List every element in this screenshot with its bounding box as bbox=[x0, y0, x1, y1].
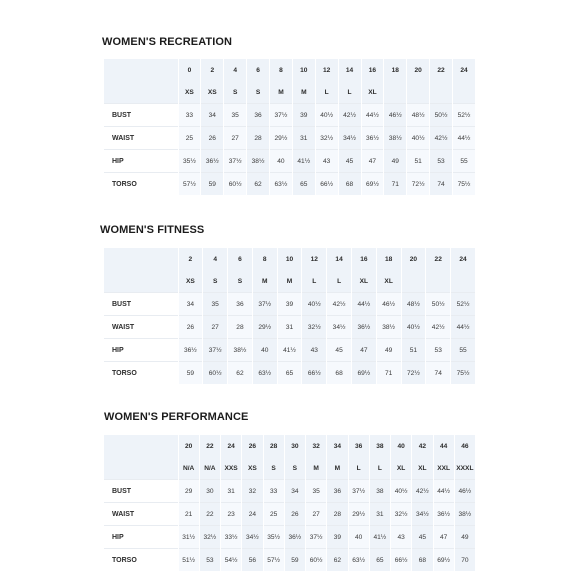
size-number-cell: 20 bbox=[178, 435, 199, 457]
measurement-value: 44½ bbox=[451, 316, 476, 339]
measurement-value: 40½ bbox=[401, 316, 426, 339]
measurement-value: 74 bbox=[426, 362, 451, 385]
measurement-value: 40½ bbox=[302, 293, 327, 316]
measurement-value: 51 bbox=[401, 339, 426, 362]
size-letter-cell: M bbox=[277, 270, 302, 293]
measurement-value: 60½ bbox=[203, 362, 228, 385]
measurement-value: 55 bbox=[451, 339, 476, 362]
size-number-row bbox=[104, 248, 476, 270]
measurement-value: 25 bbox=[263, 503, 284, 526]
size-number-cell: 44 bbox=[433, 435, 454, 457]
measurement-value: 37½ bbox=[306, 526, 327, 549]
section-title-recreation: WOMEN'S RECREATION bbox=[102, 36, 233, 48]
measurement-value: 51 bbox=[407, 150, 430, 173]
size-number-cell: 10 bbox=[292, 59, 315, 81]
size-letter-cell: XS bbox=[242, 457, 263, 480]
size-number-cell: 6 bbox=[228, 248, 253, 270]
measurement-value: 27 bbox=[306, 503, 327, 526]
measurement-value: 35 bbox=[306, 480, 327, 503]
measurement-value: 42½ bbox=[412, 480, 433, 503]
measurement-value: 41½ bbox=[277, 339, 302, 362]
measurement-value: 71 bbox=[376, 362, 401, 385]
table-row bbox=[104, 173, 476, 196]
measurement-value: 33 bbox=[178, 104, 201, 127]
size-number-cell: 16 bbox=[361, 59, 384, 81]
measurement-value: 68 bbox=[412, 549, 433, 572]
measurement-value: 41½ bbox=[292, 150, 315, 173]
size-letter-cell bbox=[426, 270, 451, 293]
size-number-cell: 8 bbox=[252, 248, 277, 270]
size-letter-cell: XS bbox=[178, 81, 201, 104]
measurement-value: 71 bbox=[384, 173, 407, 196]
measurement-value: 42½ bbox=[430, 127, 453, 150]
size-number-cell: 4 bbox=[203, 248, 228, 270]
header-corner-cell bbox=[104, 81, 178, 104]
measurement-value: 37½ bbox=[252, 293, 277, 316]
measurement-value: 57½ bbox=[178, 173, 201, 196]
size-letter-cell: XS bbox=[201, 81, 224, 104]
measurement-value: 27 bbox=[224, 127, 247, 150]
size-letter-cell: XXXL bbox=[454, 457, 475, 480]
measurement-value: 59 bbox=[284, 549, 305, 572]
measurement-value: 21 bbox=[178, 503, 199, 526]
measurement-value: 46½ bbox=[454, 480, 475, 503]
measurement-value: 66½ bbox=[391, 549, 412, 572]
size-table-recreation bbox=[104, 59, 476, 195]
table-row bbox=[104, 549, 476, 572]
measurement-value: 43 bbox=[315, 150, 338, 173]
measurement-value: 49 bbox=[376, 339, 401, 362]
table-row bbox=[104, 503, 476, 526]
measurement-value: 69½ bbox=[361, 173, 384, 196]
measurement-value: 59 bbox=[178, 362, 203, 385]
measurement-value: 27 bbox=[203, 316, 228, 339]
measurement-value: 32½ bbox=[391, 503, 412, 526]
size-number-cell: 28 bbox=[263, 435, 284, 457]
measurement-value: 70 bbox=[454, 549, 475, 572]
measurement-label: TORSO bbox=[104, 362, 178, 385]
measurement-value: 62 bbox=[327, 549, 348, 572]
measurement-value: 40 bbox=[252, 339, 277, 362]
measurement-value: 36½ bbox=[361, 127, 384, 150]
measurement-value: 29½ bbox=[270, 127, 293, 150]
measurement-value: 40½ bbox=[407, 127, 430, 150]
size-letter-cell: L bbox=[369, 457, 390, 480]
size-letter-cell bbox=[430, 81, 453, 104]
measurement-label: HIP bbox=[104, 339, 178, 362]
size-number-cell: 20 bbox=[407, 59, 430, 81]
measurement-value: 40 bbox=[348, 526, 369, 549]
measurement-value: 32 bbox=[242, 480, 263, 503]
measurement-value: 26 bbox=[178, 316, 203, 339]
section-title-performance: WOMEN'S PERFORMANCE bbox=[104, 411, 249, 423]
measurement-value: 39 bbox=[327, 526, 348, 549]
measurement-value: 52½ bbox=[451, 293, 476, 316]
measurement-value: 44½ bbox=[453, 127, 476, 150]
measurement-value: 26 bbox=[284, 503, 305, 526]
measurement-value: 33 bbox=[263, 480, 284, 503]
size-letter-cell: XL bbox=[412, 457, 433, 480]
measurement-value: 36½ bbox=[284, 526, 305, 549]
measurement-label: TORSO bbox=[104, 549, 178, 572]
size-number-cell: 2 bbox=[178, 248, 203, 270]
measurement-value: 34 bbox=[178, 293, 203, 316]
measurement-value: 44½ bbox=[351, 293, 376, 316]
size-number-row bbox=[104, 59, 476, 81]
size-letter-cell: XXS bbox=[221, 457, 242, 480]
table-row bbox=[104, 127, 476, 150]
measurement-value: 42½ bbox=[426, 316, 451, 339]
measurement-value: 62 bbox=[228, 362, 253, 385]
measurement-value: 65 bbox=[292, 173, 315, 196]
measurement-value: 60½ bbox=[306, 549, 327, 572]
size-number-cell: 32 bbox=[306, 435, 327, 457]
size-number-cell: 10 bbox=[277, 248, 302, 270]
measurement-value: 69½ bbox=[433, 549, 454, 572]
measurement-value: 43 bbox=[302, 339, 327, 362]
measurement-value: 34½ bbox=[327, 316, 352, 339]
size-number-cell: 14 bbox=[338, 59, 361, 81]
measurement-label: WAIST bbox=[104, 503, 178, 526]
measurement-value: 44½ bbox=[361, 104, 384, 127]
size-number-cell: 42 bbox=[412, 435, 433, 457]
measurement-value: 37½ bbox=[203, 339, 228, 362]
size-letter-cell: S bbox=[247, 81, 270, 104]
measurement-value: 31 bbox=[369, 503, 390, 526]
size-number-cell: 30 bbox=[284, 435, 305, 457]
measurement-label: WAIST bbox=[104, 316, 178, 339]
size-number-cell: 0 bbox=[178, 59, 201, 81]
size-number-cell: 22 bbox=[426, 248, 451, 270]
size-letter-cell bbox=[407, 81, 430, 104]
size-number-cell: 4 bbox=[224, 59, 247, 81]
measurement-value: 39 bbox=[292, 104, 315, 127]
measurement-value: 50½ bbox=[426, 293, 451, 316]
measurement-value: 36 bbox=[327, 480, 348, 503]
measurement-label: WAIST bbox=[104, 127, 178, 150]
size-letter-cell: M bbox=[327, 457, 348, 480]
table-row bbox=[104, 293, 476, 316]
size-letter-cell: XL bbox=[376, 270, 401, 293]
section-title-fitness: WOMEN'S FITNESS bbox=[100, 224, 205, 236]
measurement-label: HIP bbox=[104, 150, 178, 173]
measurement-value: 60½ bbox=[224, 173, 247, 196]
measurement-value: 65 bbox=[369, 549, 390, 572]
measurement-value: 34 bbox=[201, 104, 224, 127]
size-letter-cell: XL bbox=[351, 270, 376, 293]
measurement-value: 75½ bbox=[453, 173, 476, 196]
measurement-value: 57½ bbox=[263, 549, 284, 572]
measurement-value: 46½ bbox=[376, 293, 401, 316]
header-corner-cell bbox=[104, 457, 178, 480]
measurement-value: 53 bbox=[426, 339, 451, 362]
measurement-value: 38½ bbox=[247, 150, 270, 173]
measurement-value: 25 bbox=[178, 127, 201, 150]
size-letter-cell: S bbox=[203, 270, 228, 293]
measurement-value: 39 bbox=[277, 293, 302, 316]
measurement-value: 63½ bbox=[252, 362, 277, 385]
measurement-value: 46½ bbox=[384, 104, 407, 127]
measurement-value: 24 bbox=[242, 503, 263, 526]
size-letter-cell bbox=[401, 270, 426, 293]
measurement-value: 47 bbox=[351, 339, 376, 362]
size-number-cell: 16 bbox=[351, 248, 376, 270]
measurement-value: 23 bbox=[221, 503, 242, 526]
size-number-cell: 18 bbox=[376, 248, 401, 270]
measurement-value: 37½ bbox=[348, 480, 369, 503]
measurement-value: 49 bbox=[454, 526, 475, 549]
size-number-cell: 6 bbox=[247, 59, 270, 81]
measurement-value: 72½ bbox=[407, 173, 430, 196]
size-number-cell: 46 bbox=[454, 435, 475, 457]
size-letter-cell bbox=[451, 270, 476, 293]
size-letter-cell: L bbox=[338, 81, 361, 104]
measurement-value: 53 bbox=[199, 549, 220, 572]
measurement-value: 38½ bbox=[228, 339, 253, 362]
measurement-value: 72½ bbox=[401, 362, 426, 385]
size-letter-cell: S bbox=[284, 457, 305, 480]
size-number-cell: 14 bbox=[327, 248, 352, 270]
size-number-cell: 26 bbox=[242, 435, 263, 457]
size-number-row bbox=[104, 435, 476, 457]
size-number-cell: 24 bbox=[453, 59, 476, 81]
measurement-value: 37½ bbox=[224, 150, 247, 173]
size-number-cell: 2 bbox=[201, 59, 224, 81]
measurement-label: HIP bbox=[104, 526, 178, 549]
measurement-value: 35½ bbox=[178, 150, 201, 173]
size-letter-cell bbox=[384, 81, 407, 104]
measurement-value: 36 bbox=[228, 293, 253, 316]
size-number-cell: 38 bbox=[369, 435, 390, 457]
size-letter-cell: XXL bbox=[433, 457, 454, 480]
measurement-value: 50½ bbox=[430, 104, 453, 127]
size-letter-cell: L bbox=[327, 270, 352, 293]
measurement-value: 65 bbox=[277, 362, 302, 385]
measurement-value: 40½ bbox=[315, 104, 338, 127]
measurement-value: 69½ bbox=[351, 362, 376, 385]
table-row bbox=[104, 362, 476, 385]
measurement-value: 66½ bbox=[315, 173, 338, 196]
size-number-cell: 8 bbox=[270, 59, 293, 81]
measurement-value: 28 bbox=[327, 503, 348, 526]
measurement-value: 63½ bbox=[348, 549, 369, 572]
measurement-value: 51½ bbox=[178, 549, 199, 572]
measurement-value: 38½ bbox=[376, 316, 401, 339]
size-table-fitness bbox=[104, 248, 476, 384]
measurement-value: 68 bbox=[327, 362, 352, 385]
measurement-value: 55 bbox=[453, 150, 476, 173]
measurement-value: 35½ bbox=[263, 526, 284, 549]
measurement-value: 68 bbox=[338, 173, 361, 196]
measurement-value: 54½ bbox=[221, 549, 242, 572]
measurement-value: 74 bbox=[430, 173, 453, 196]
measurement-value: 31 bbox=[292, 127, 315, 150]
measurement-value: 63½ bbox=[270, 173, 293, 196]
size-number-cell: 24 bbox=[451, 248, 476, 270]
size-letter-cell: S bbox=[263, 457, 284, 480]
measurement-value: 75½ bbox=[451, 362, 476, 385]
measurement-value: 47 bbox=[361, 150, 384, 173]
size-letter-row bbox=[104, 457, 476, 480]
size-letter-cell bbox=[453, 81, 476, 104]
measurement-value: 49 bbox=[384, 150, 407, 173]
size-letter-cell: M bbox=[252, 270, 277, 293]
header-corner-cell bbox=[104, 248, 178, 270]
measurement-value: 31 bbox=[277, 316, 302, 339]
measurement-value: 29½ bbox=[348, 503, 369, 526]
measurement-value: 36½ bbox=[433, 503, 454, 526]
measurement-value: 43 bbox=[391, 526, 412, 549]
measurement-value: 31 bbox=[221, 480, 242, 503]
size-letter-cell: M bbox=[292, 81, 315, 104]
measurement-value: 52½ bbox=[453, 104, 476, 127]
measurement-value: 36½ bbox=[201, 150, 224, 173]
measurement-label: BUST bbox=[104, 293, 178, 316]
size-letter-cell: L bbox=[348, 457, 369, 480]
header-corner-cell bbox=[104, 435, 178, 457]
measurement-label: BUST bbox=[104, 480, 178, 503]
table-row bbox=[104, 526, 476, 549]
size-number-cell: 36 bbox=[348, 435, 369, 457]
size-letter-cell: M bbox=[270, 81, 293, 104]
size-letter-row bbox=[104, 81, 476, 104]
measurement-label: TORSO bbox=[104, 173, 178, 196]
measurement-value: 37½ bbox=[270, 104, 293, 127]
measurement-value: 33½ bbox=[221, 526, 242, 549]
measurement-value: 41½ bbox=[369, 526, 390, 549]
measurement-value: 53 bbox=[430, 150, 453, 173]
size-letter-cell: XS bbox=[178, 270, 203, 293]
measurement-value: 35 bbox=[224, 104, 247, 127]
measurement-value: 59 bbox=[201, 173, 224, 196]
measurement-value: 45 bbox=[327, 339, 352, 362]
size-letter-cell: M bbox=[306, 457, 327, 480]
table-row bbox=[104, 480, 476, 503]
measurement-value: 42½ bbox=[338, 104, 361, 127]
measurement-value: 35 bbox=[203, 293, 228, 316]
size-letter-cell: XL bbox=[391, 457, 412, 480]
size-number-cell: 22 bbox=[199, 435, 220, 457]
table-row bbox=[104, 150, 476, 173]
size-number-cell: 24 bbox=[221, 435, 242, 457]
measurement-value: 66½ bbox=[302, 362, 327, 385]
size-letter-cell: S bbox=[228, 270, 253, 293]
measurement-value: 48½ bbox=[401, 293, 426, 316]
measurement-value: 42½ bbox=[327, 293, 352, 316]
size-table-performance bbox=[104, 435, 476, 571]
measurement-value: 40½ bbox=[391, 480, 412, 503]
measurement-value: 34 bbox=[284, 480, 305, 503]
size-number-cell: 34 bbox=[327, 435, 348, 457]
measurement-value: 32½ bbox=[199, 526, 220, 549]
measurement-value: 34½ bbox=[412, 503, 433, 526]
table-row bbox=[104, 339, 476, 362]
size-number-cell: 12 bbox=[302, 248, 327, 270]
measurement-value: 28 bbox=[247, 127, 270, 150]
size-letter-cell: L bbox=[302, 270, 327, 293]
measurement-value: 36½ bbox=[351, 316, 376, 339]
size-number-cell: 12 bbox=[315, 59, 338, 81]
measurement-value: 26 bbox=[201, 127, 224, 150]
measurement-value: 36½ bbox=[178, 339, 203, 362]
size-number-cell: 22 bbox=[430, 59, 453, 81]
measurement-value: 45 bbox=[338, 150, 361, 173]
size-letter-cell: L bbox=[315, 81, 338, 104]
measurement-value: 34½ bbox=[338, 127, 361, 150]
measurement-value: 44½ bbox=[433, 480, 454, 503]
measurement-value: 45 bbox=[412, 526, 433, 549]
measurement-value: 38½ bbox=[384, 127, 407, 150]
measurement-value: 30 bbox=[199, 480, 220, 503]
header-corner-cell bbox=[104, 270, 178, 293]
measurement-value: 47 bbox=[433, 526, 454, 549]
measurement-value: 38½ bbox=[454, 503, 475, 526]
measurement-value: 32½ bbox=[315, 127, 338, 150]
table-row bbox=[104, 104, 476, 127]
measurement-value: 62 bbox=[247, 173, 270, 196]
measurement-value: 32½ bbox=[302, 316, 327, 339]
measurement-value: 28 bbox=[228, 316, 253, 339]
size-letter-cell: S bbox=[224, 81, 247, 104]
size-number-cell: 20 bbox=[401, 248, 426, 270]
size-letter-row bbox=[104, 270, 476, 293]
measurement-value: 29½ bbox=[252, 316, 277, 339]
measurement-value: 36 bbox=[247, 104, 270, 127]
measurement-value: 40 bbox=[270, 150, 293, 173]
size-letter-cell: N/A bbox=[199, 457, 220, 480]
size-number-cell: 18 bbox=[384, 59, 407, 81]
header-corner-cell bbox=[104, 59, 178, 81]
size-letter-cell: XL bbox=[361, 81, 384, 104]
measurement-value: 38 bbox=[369, 480, 390, 503]
measurement-value: 34½ bbox=[242, 526, 263, 549]
measurement-value: 29 bbox=[178, 480, 199, 503]
measurement-value: 56 bbox=[242, 549, 263, 572]
size-number-cell: 40 bbox=[391, 435, 412, 457]
size-letter-cell: N/A bbox=[178, 457, 199, 480]
measurement-value: 22 bbox=[199, 503, 220, 526]
measurement-value: 48½ bbox=[407, 104, 430, 127]
measurement-label: BUST bbox=[104, 104, 178, 127]
measurement-value: 31½ bbox=[178, 526, 199, 549]
table-row bbox=[104, 316, 476, 339]
